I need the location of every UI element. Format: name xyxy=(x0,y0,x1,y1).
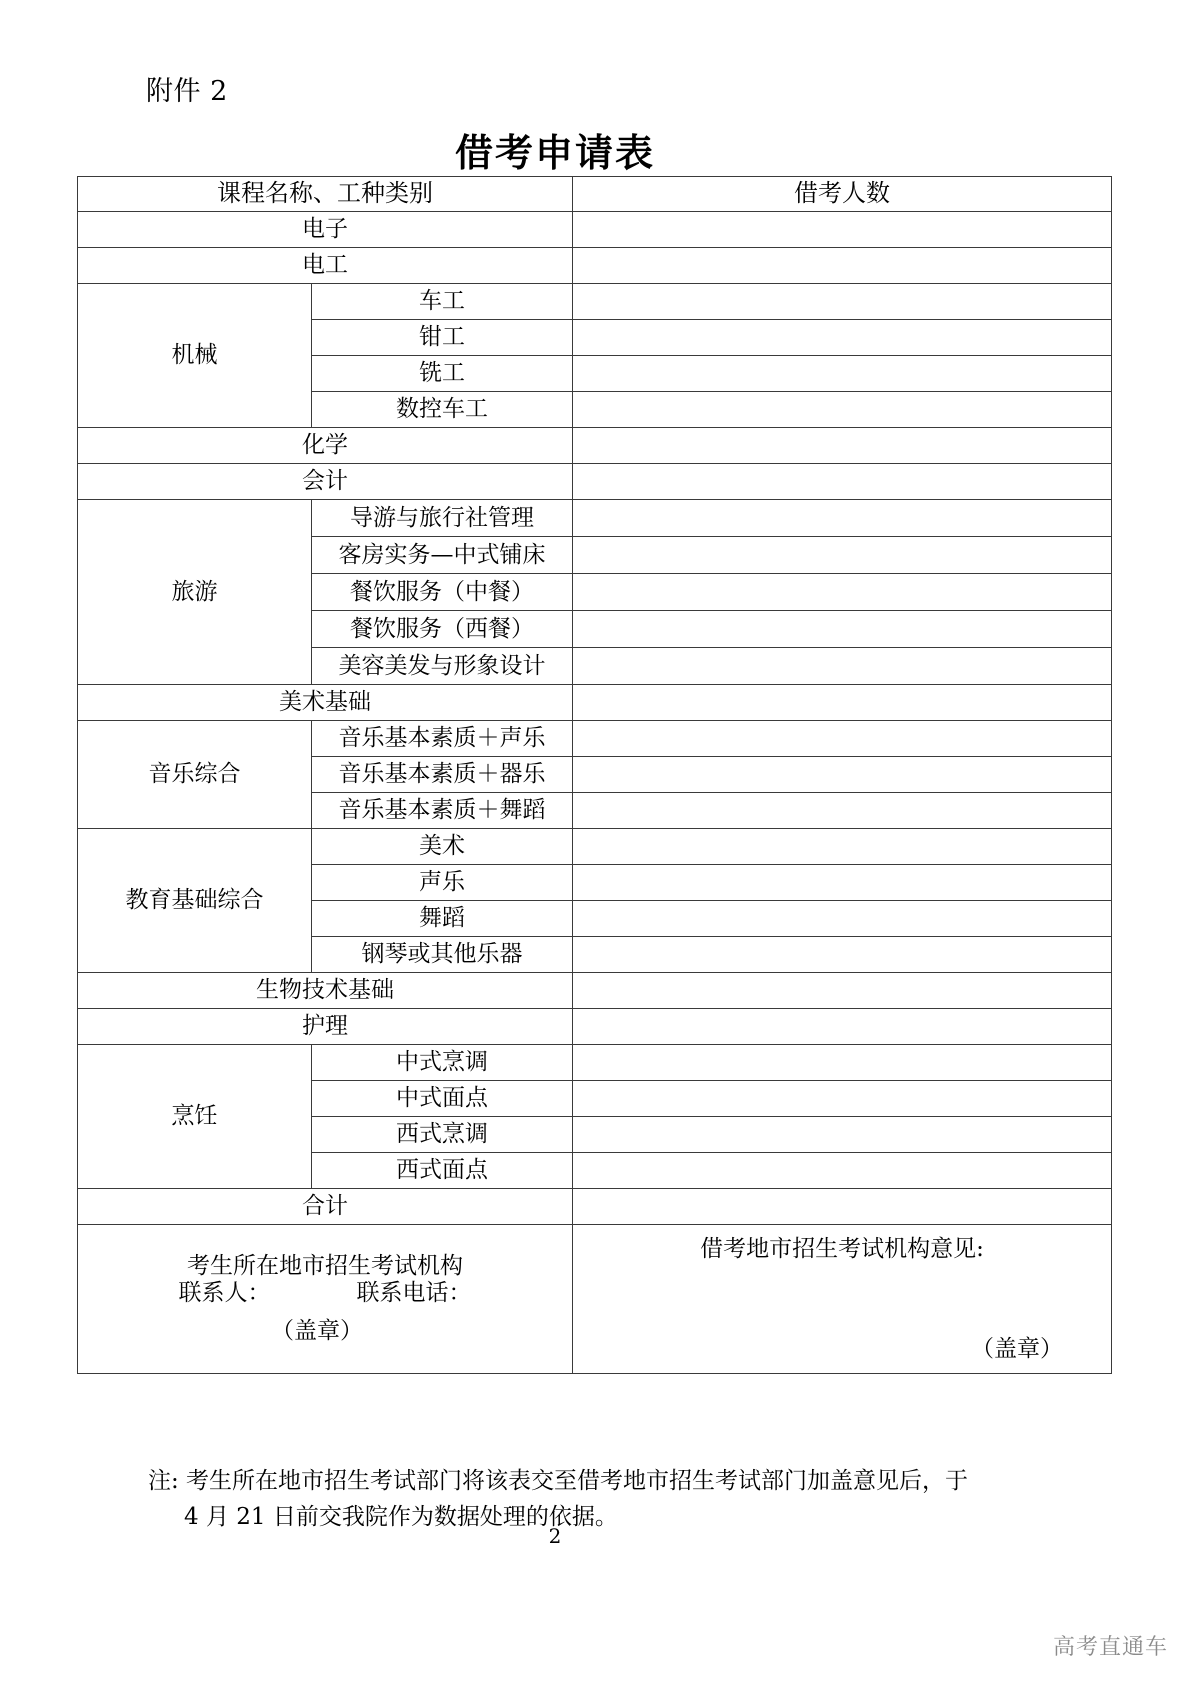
cell-count[interactable] xyxy=(573,1117,1112,1153)
host-agency-opinion-label: 借考地市招生考试机构意见: xyxy=(700,1235,984,1262)
cell-count[interactable] xyxy=(573,464,1112,500)
table-row xyxy=(78,829,1112,865)
cell-count[interactable] xyxy=(573,793,1112,829)
cell-count[interactable] xyxy=(573,1153,1112,1189)
table-row xyxy=(78,1045,1112,1081)
cell-count[interactable] xyxy=(573,1009,1112,1045)
table-body xyxy=(78,212,1112,1374)
cell-subject: 车工 xyxy=(312,284,573,320)
cell-count[interactable] xyxy=(573,320,1112,356)
cell-subject: 钢琴或其他乐器 xyxy=(312,937,573,973)
table-row xyxy=(78,284,1112,320)
cell-count[interactable] xyxy=(573,248,1112,284)
cell-subject: 生物技术基础 xyxy=(78,973,573,1009)
table-row xyxy=(78,1009,1112,1045)
cell-count[interactable] xyxy=(573,356,1112,392)
cell-group: 旅游 xyxy=(78,500,312,685)
table-row-signature xyxy=(78,1225,1112,1374)
cell-subject: 护理 xyxy=(78,1009,573,1045)
cell-count[interactable] xyxy=(573,284,1112,320)
cell-subject: 西式烹调 xyxy=(312,1117,573,1153)
column-header-subject: 课程名称、工种类别 xyxy=(78,177,573,212)
cell-count[interactable] xyxy=(573,500,1112,537)
contact-fields xyxy=(179,1280,472,1306)
cell-count[interactable] xyxy=(573,1081,1112,1117)
cell-subject: 钳工 xyxy=(312,320,573,356)
cell-total-count[interactable] xyxy=(573,1189,1112,1225)
cell-subject: 餐饮服务（西餐） xyxy=(312,611,573,648)
cell-subject: 电子 xyxy=(78,212,573,248)
table-header-row xyxy=(78,177,1112,212)
cell-subject: 电工 xyxy=(78,248,573,284)
attachment-label: 附件 2 xyxy=(146,76,228,107)
cell-subject: 会计 xyxy=(78,464,573,500)
cell-count[interactable] xyxy=(573,829,1112,865)
cell-total-label: 合计 xyxy=(78,1189,573,1225)
cell-subject: 音乐基本素质＋舞蹈 xyxy=(312,793,573,829)
cell-subject: 舞蹈 xyxy=(312,901,573,937)
cell-group: 教育基础综合 xyxy=(78,829,312,973)
cell-count[interactable] xyxy=(573,757,1112,793)
cell-count[interactable] xyxy=(573,937,1112,973)
cell-subject: 音乐基本素质＋声乐 xyxy=(312,721,573,757)
cell-count[interactable] xyxy=(573,574,1112,611)
cell-count[interactable] xyxy=(573,212,1112,248)
cell-subject: 餐饮服务（中餐） xyxy=(312,574,573,611)
table-row xyxy=(78,500,1112,537)
cell-subject: 中式烹调 xyxy=(312,1045,573,1081)
page-number: 2 xyxy=(548,1524,562,1548)
cell-count[interactable] xyxy=(573,392,1112,428)
cell-subject: 中式面点 xyxy=(312,1081,573,1117)
cell-subject: 声乐 xyxy=(312,865,573,901)
contact-person-label: 联系人： xyxy=(178,1279,271,1306)
cell-subject: 音乐基本素质＋器乐 xyxy=(312,757,573,793)
cell-count[interactable] xyxy=(573,1045,1112,1081)
cell-count[interactable] xyxy=(573,537,1112,574)
table-row xyxy=(78,428,1112,464)
seal-placeholder-right: （盖章） xyxy=(971,1336,1063,1362)
cell-subject: 铣工 xyxy=(312,356,573,392)
footnote-line-2: 4 月 21 日前交我院作为数据处理的依据。 xyxy=(184,1503,618,1530)
cell-count[interactable] xyxy=(573,721,1112,757)
cell-count[interactable] xyxy=(573,973,1112,1009)
cell-count[interactable] xyxy=(573,685,1112,721)
cell-count[interactable] xyxy=(573,648,1112,685)
cell-subject: 西式面点 xyxy=(312,1153,573,1189)
cell-group: 机械 xyxy=(78,284,312,428)
table-row xyxy=(78,973,1112,1009)
signature-cell-candidate-agency[interactable] xyxy=(78,1225,573,1374)
signature-cell-host-agency[interactable] xyxy=(573,1225,1112,1374)
cell-subject: 数控车工 xyxy=(312,392,573,428)
cell-count[interactable] xyxy=(573,611,1112,648)
column-header-count: 借考人数 xyxy=(573,177,1112,212)
table-row xyxy=(78,212,1112,248)
page-title: 借考申请表 xyxy=(454,130,655,175)
cell-count[interactable] xyxy=(573,865,1112,901)
cell-subject: 客房实务—中式铺床 xyxy=(312,537,573,574)
candidate-agency-label: 考生所在地市招生考试机构 xyxy=(187,1253,463,1280)
footnote-line-1: 注: 考生所在地市招生考试部门将该表交至借考地市招生考试部门加盖意见后，于 xyxy=(148,1468,969,1494)
contact-phone-label: 联系电话： xyxy=(356,1279,472,1306)
table-row xyxy=(78,721,1112,757)
seal-placeholder-left: （盖章） xyxy=(271,1318,363,1345)
cell-subject: 美术 xyxy=(312,829,573,865)
cell-group: 音乐综合 xyxy=(78,721,312,829)
cell-count[interactable] xyxy=(573,428,1112,464)
cell-subject: 化学 xyxy=(78,428,573,464)
table-row xyxy=(78,248,1112,284)
borrow-exam-table xyxy=(77,176,1112,1374)
table-row xyxy=(78,464,1112,500)
watermark: 高考直通车 xyxy=(1052,1634,1168,1659)
table-row-total xyxy=(78,1189,1112,1225)
cell-subject: 美容美发与形象设计 xyxy=(312,648,573,685)
cell-subject: 导游与旅行社管理 xyxy=(312,500,573,537)
cell-subject: 美术基础 xyxy=(78,685,573,721)
cell-group: 烹饪 xyxy=(78,1045,312,1189)
cell-count[interactable] xyxy=(573,901,1112,937)
table-row xyxy=(78,685,1112,721)
